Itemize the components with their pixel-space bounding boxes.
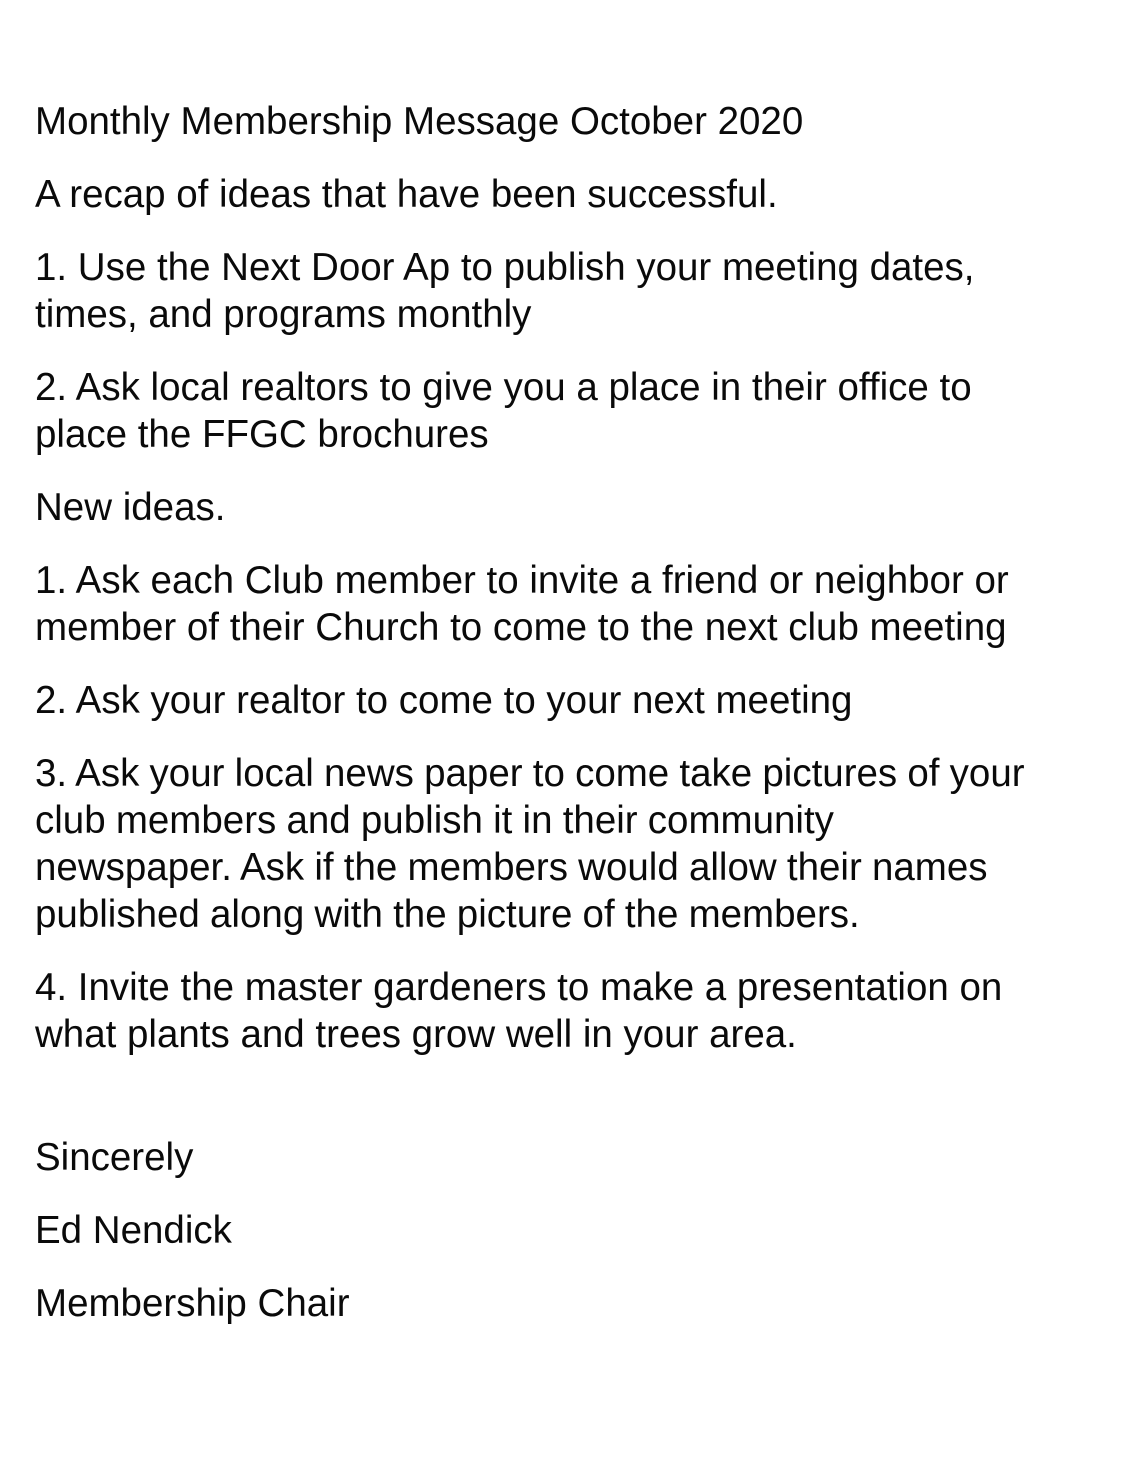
recap-item-2 xyxy=(35,364,1110,458)
document-title: Monthly Membership Message October 2020 xyxy=(35,100,804,143)
new-item-4-line-2: what plants and trees grow well in your area. xyxy=(35,1013,797,1056)
signer-title: Membership Chair xyxy=(35,1282,350,1325)
recap-item-1-line-1: 1. Use the Next Door Ap to publish your meeting dates, xyxy=(35,246,975,289)
new-item-1-line-2: member of their Church to come to the next club meeting xyxy=(35,606,1007,649)
signer-name: Ed Nendick xyxy=(35,1209,232,1252)
new-item-1-line-1: 1. Ask each Club member to invite a friend or neighbor or xyxy=(35,559,1009,602)
new-item-4-line-1: 4. Invite the master gardeners to make a presentation on xyxy=(35,966,1003,1009)
new-item-3 xyxy=(35,750,1110,938)
new-item-4 xyxy=(35,964,1110,1058)
recap-item-2-line-1: 2. Ask local realtors to give you a place in their office to xyxy=(35,366,972,409)
new-ideas-heading: New ideas. xyxy=(35,486,226,529)
new-item-2-line-1: 2. Ask your realtor to come to your next meeting xyxy=(35,679,853,722)
closing-text: Sincerely xyxy=(35,1136,194,1179)
new-item-3-line-1: 3. Ask your local news paper to come take pictures of your xyxy=(35,752,1025,795)
new-item-3-line-3: newspaper. Ask if the members would allow their names xyxy=(35,846,988,889)
new-item-2 xyxy=(35,677,1110,724)
new-item-3-line-4: published along with the picture of the members. xyxy=(35,893,860,936)
intro-text: A recap of ideas that have been successful. xyxy=(35,173,778,216)
recap-item-1 xyxy=(35,244,1110,338)
new-item-3-line-2: club members and publish it in their community xyxy=(35,799,834,842)
recap-item-2-line-2: place the FFGC brochures xyxy=(35,413,489,456)
recap-item-1-line-2: times, and programs monthly xyxy=(35,293,532,336)
new-item-1 xyxy=(35,557,1110,651)
